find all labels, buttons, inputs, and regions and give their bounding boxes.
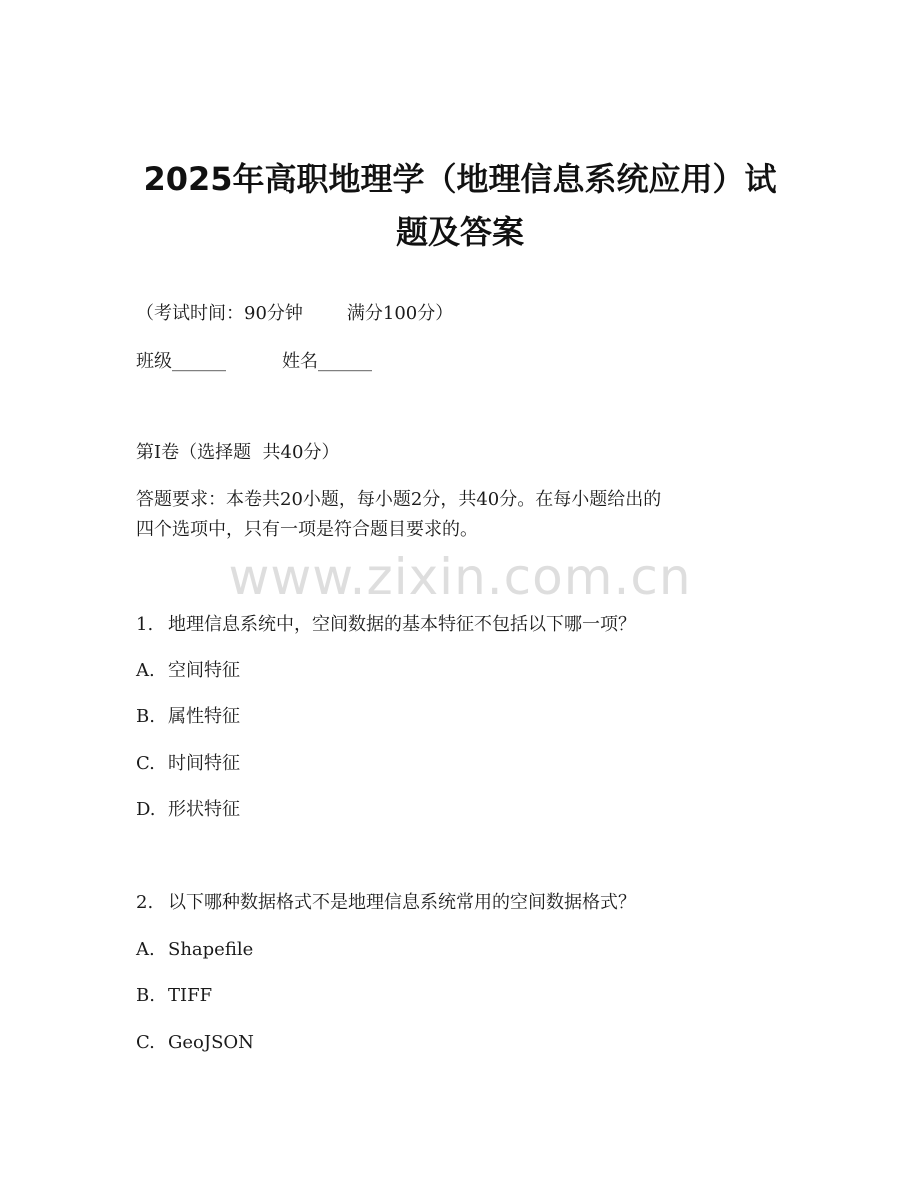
student-info: [136, 350, 372, 374]
q1-option-c: [136, 752, 240, 776]
option-text: Shapefile: [168, 939, 254, 960]
exam-score: 满分100分）: [346, 303, 454, 324]
option-text: 形状特征: [168, 799, 240, 820]
q2-option-b: [136, 984, 212, 1008]
exam-info: [136, 302, 453, 326]
option-letter: A.: [136, 939, 155, 960]
option-letter: B.: [136, 706, 155, 727]
doc-title-line2: 题及答案: [395, 213, 524, 251]
option-text: 属性特征: [168, 706, 240, 727]
option-letter: C.: [136, 753, 155, 774]
option-letter: A.: [136, 660, 155, 681]
q2-option-a: [136, 938, 253, 962]
option-letter: D.: [136, 799, 156, 820]
question-2: [136, 891, 636, 915]
question-text: 地理信息系统中，空间数据的基本特征不包括以下哪一项？: [168, 614, 636, 635]
instruction-line1: 答题要求：本卷共20小题，每小题2分，共40分。在每小题给出的: [136, 489, 662, 510]
option-text: 空间特征: [168, 660, 240, 681]
question-text: 以下哪种数据格式不是地理信息系统常用的空间数据格式？: [168, 892, 636, 913]
instruction-line2: 四个选项中，只有一项是符合题目要求的。: [136, 519, 478, 540]
option-letter: C.: [136, 1032, 155, 1053]
section-heading: 第Ⅰ卷（选择题 共40分）: [136, 442, 340, 463]
q1-option-b: [136, 705, 240, 729]
doc-title-line1: 2025年高职地理学（地理信息系统应用）试: [143, 160, 777, 198]
question-1: [136, 613, 636, 637]
class-field: 班级______: [136, 351, 226, 372]
name-field: 姓名______: [282, 351, 372, 372]
q1-option-d: [136, 798, 240, 822]
q1-option-a: [136, 659, 240, 683]
question-number: 2.: [136, 892, 154, 913]
option-text: GeoJSON: [168, 1032, 254, 1053]
exam-time: （考试时间：90分钟: [136, 303, 303, 324]
option-text: TIFF: [168, 985, 213, 1006]
option-letter: B.: [136, 985, 155, 1006]
option-text: 时间特征: [168, 753, 240, 774]
watermark: www.zixin.com.cn: [228, 548, 692, 606]
question-number: 1.: [136, 614, 154, 635]
q2-option-c: [136, 1031, 254, 1055]
